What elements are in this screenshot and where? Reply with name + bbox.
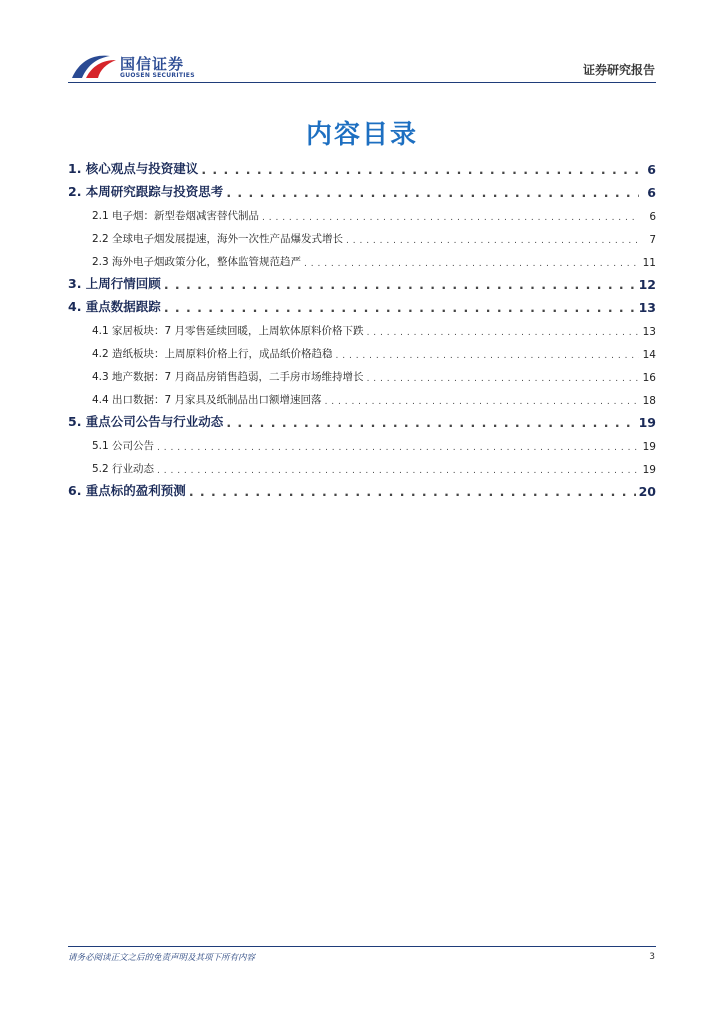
toc-section-entry[interactable]	[68, 407, 656, 430]
toc-entry-label: 2.1 电子烟：新型卷烟减害替代制品	[92, 210, 260, 222]
toc-subsection-entry[interactable]	[68, 315, 656, 338]
toc-dot-leader	[157, 466, 639, 476]
toc-entry-page: 16	[642, 372, 656, 384]
toc-entry-page: 6	[642, 185, 656, 200]
toc-entry-page: 18	[642, 395, 656, 407]
toc-entry-page: 14	[642, 349, 656, 361]
toc-dot-leader	[367, 374, 639, 384]
footer-disclaimer: 请务必阅读正文之后的免责声明及其项下所有内容	[68, 953, 256, 963]
logo-chinese-name: 国信证券	[120, 55, 185, 73]
toc-entry-label: 2. 本周研究跟踪与投资思考	[68, 184, 224, 199]
toc-dot-leader	[336, 351, 639, 361]
toc-dot-leader	[226, 415, 635, 430]
guosen-logo-icon	[70, 52, 118, 82]
toc-entry-label: 4.1 家居板块：7 月零售延续回暖，上周软体原料价格下跌	[92, 325, 364, 337]
toc-subsection-entry[interactable]	[68, 338, 656, 361]
toc-entry-page: 19	[642, 464, 656, 476]
toc-dot-leader	[157, 443, 639, 453]
footer-page-number: 3	[649, 952, 655, 962]
toc-dot-leader	[325, 397, 639, 407]
table-of-contents	[68, 154, 656, 499]
toc-entry-label: 4. 重点数据跟踪	[68, 299, 161, 314]
toc-entry-page: 6	[642, 211, 656, 223]
toc-title: 内容目录	[305, 120, 418, 150]
toc-dot-leader	[346, 236, 639, 246]
footer-divider	[68, 946, 656, 947]
toc-entry-page: 19	[642, 441, 656, 453]
toc-dot-leader	[189, 484, 636, 499]
toc-subsection-entry[interactable]	[68, 430, 656, 453]
toc-entry-label: 2.3 海外电子烟政策分化，整体监管规范趋严	[92, 256, 302, 268]
report-type-label: 证券研究报告	[582, 63, 655, 77]
header-divider	[68, 82, 656, 83]
toc-subsection-entry[interactable]	[68, 246, 656, 269]
toc-entry-label: 4.4 出口数据：7 月家具及纸制品出口额增速回落	[92, 394, 322, 406]
toc-entry-page: 20	[638, 484, 656, 499]
toc-entry-label: 5.1 公司公告	[92, 440, 155, 452]
toc-dot-leader	[164, 277, 636, 292]
toc-entry-label: 2.2 全球电子烟发展提速，海外一次性产品爆发式增长	[92, 233, 344, 245]
toc-dot-leader	[304, 259, 639, 269]
toc-subsection-entry[interactable]	[68, 361, 656, 384]
toc-section-entry[interactable]	[68, 269, 656, 292]
toc-dot-leader	[164, 300, 636, 315]
toc-subsection-entry[interactable]	[68, 223, 656, 246]
toc-dot-leader	[226, 185, 639, 200]
toc-entry-page: 11	[642, 257, 656, 269]
toc-dot-leader	[262, 213, 639, 223]
toc-section-entry[interactable]	[68, 292, 656, 315]
toc-section-entry[interactable]	[68, 154, 656, 177]
toc-section-entry[interactable]	[68, 476, 656, 499]
toc-entry-label: 4.3 地产数据：7 月商品房销售趋弱，二手房市场维持增长	[92, 371, 364, 383]
toc-entry-page: 7	[642, 234, 656, 246]
toc-dot-leader	[201, 162, 639, 177]
toc-entry-label: 5.2 行业动态	[92, 463, 155, 475]
toc-subsection-entry[interactable]	[68, 384, 656, 407]
toc-section-entry[interactable]	[68, 177, 656, 200]
toc-entry-label: 6. 重点标的盈利预测	[68, 483, 186, 498]
toc-entry-page: 19	[638, 415, 656, 430]
toc-entry-page: 13	[642, 326, 656, 338]
toc-entry-page: 13	[638, 300, 656, 315]
toc-entry-label: 4.2 造纸板块：上周原料价格上行，成品纸价格趋稳	[92, 348, 333, 360]
toc-entry-label: 5. 重点公司公告与行业动态	[68, 414, 224, 429]
toc-subsection-entry[interactable]	[68, 453, 656, 476]
toc-entry-label: 3. 上周行情回顾	[68, 276, 161, 291]
toc-entry-page: 12	[638, 277, 656, 292]
toc-subsection-entry[interactable]	[68, 200, 656, 223]
guosen-logo	[70, 52, 240, 84]
toc-dot-leader	[367, 328, 639, 338]
page-header	[0, 0, 724, 90]
logo-english-name: GUOSEN SECURITIES	[120, 72, 195, 79]
toc-entry-page: 6	[642, 162, 656, 177]
toc-entry-label: 1. 核心观点与投资建议	[68, 161, 199, 176]
